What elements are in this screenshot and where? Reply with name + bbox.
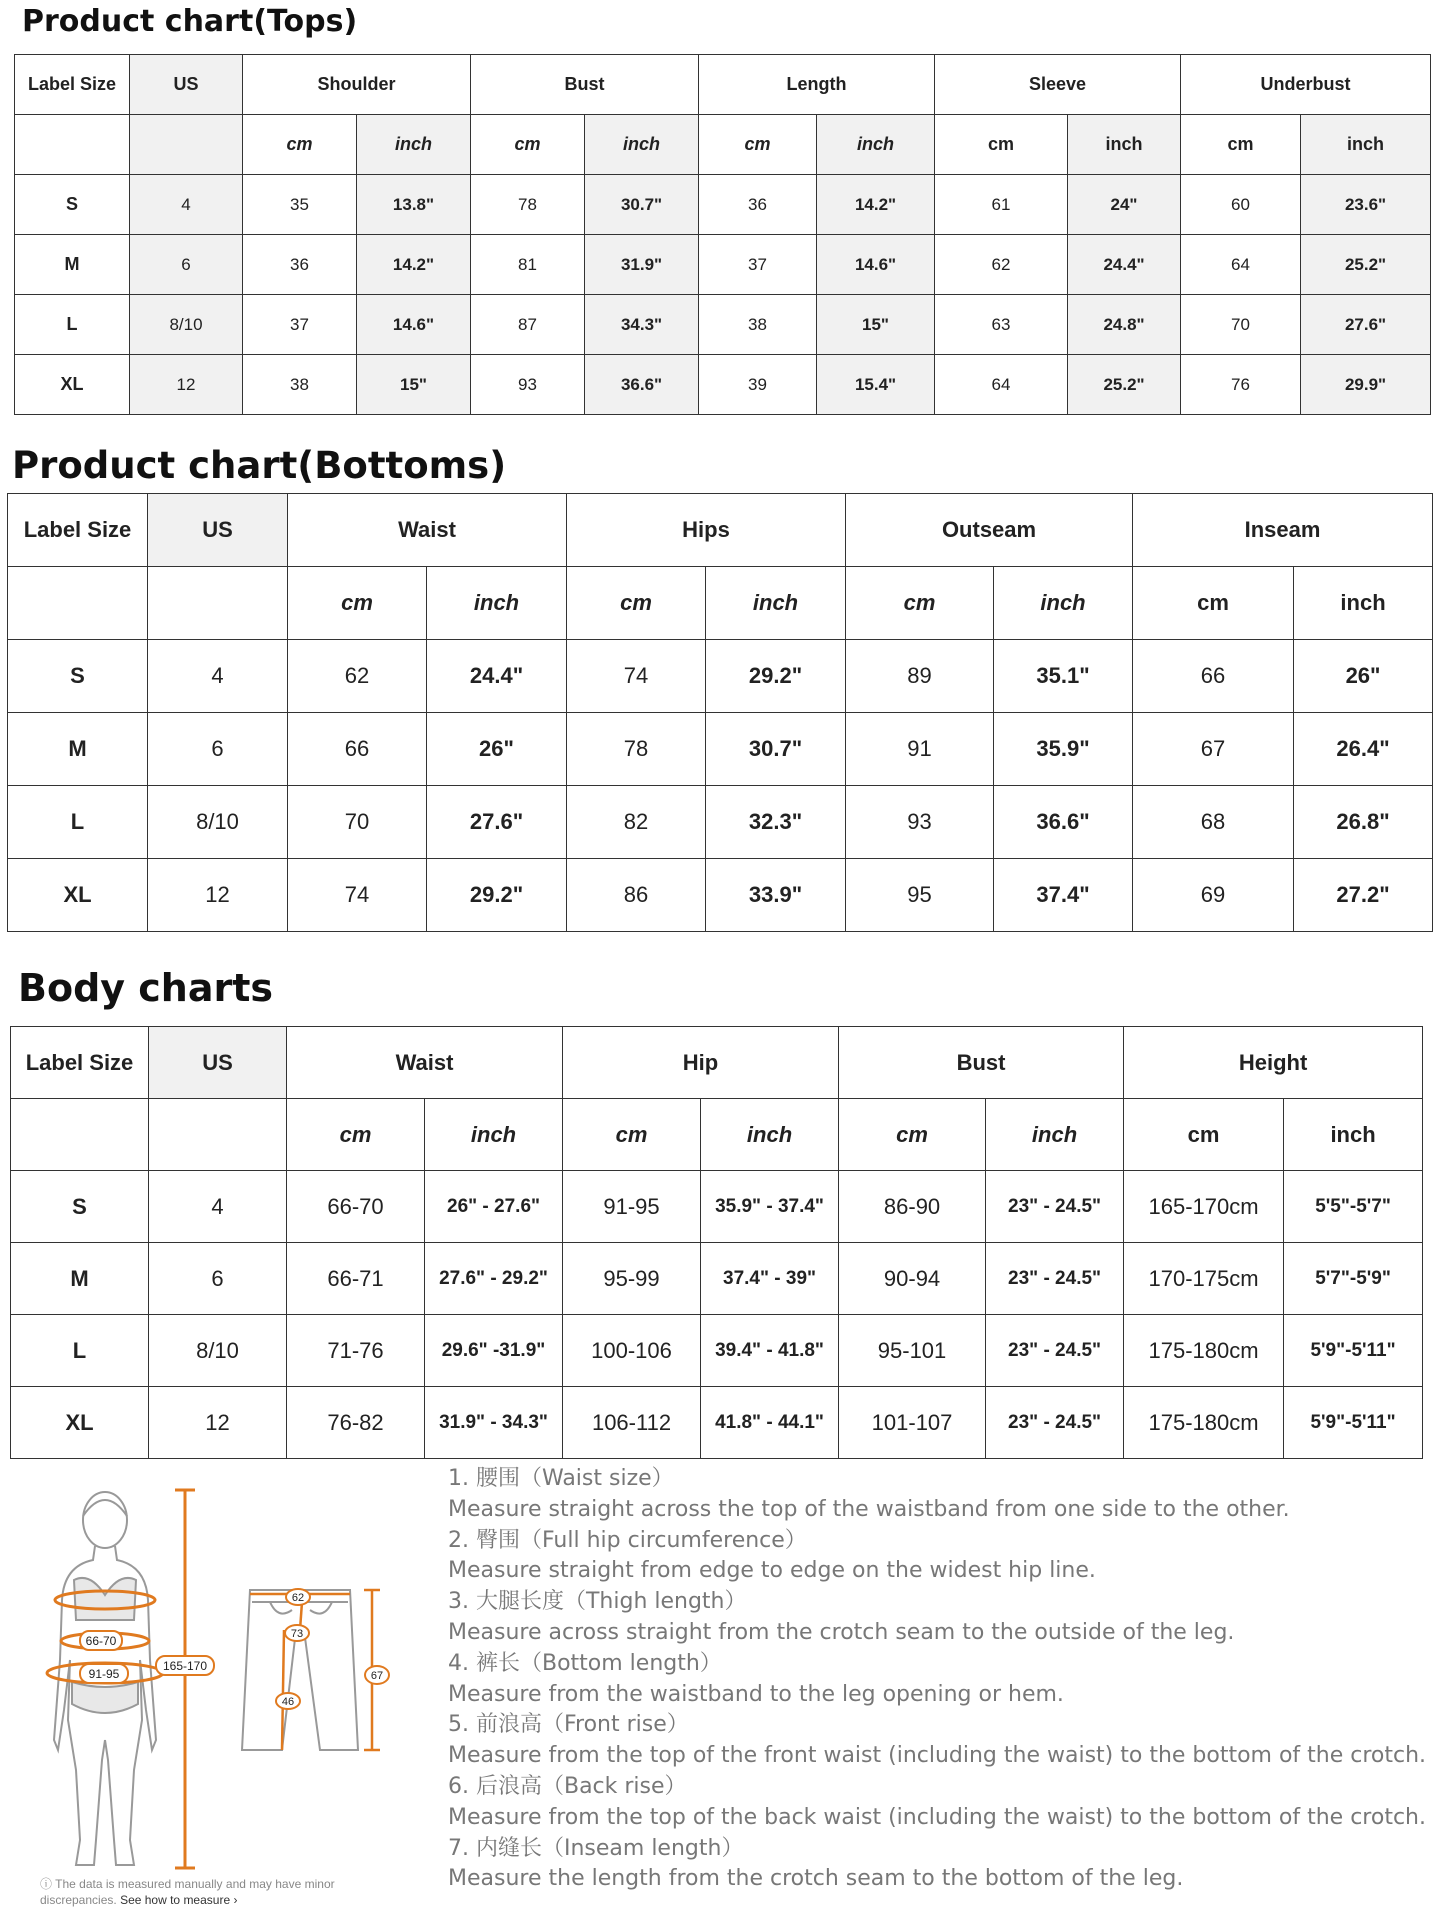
note-line: Measure from the top of the back waist (including the waist) to the bottom of the crotch. — [448, 1804, 1426, 1830]
cm-value-cell: 90-94 — [839, 1243, 986, 1315]
header-waist: Waist — [288, 494, 567, 567]
size-label-cell: L — [11, 1315, 149, 1387]
cm-value-cell: 95-99 — [563, 1243, 701, 1315]
note-line: 5. 前浪高（Front rise） — [448, 1712, 689, 1738]
size-label-cell: S — [15, 175, 130, 235]
pants-waist-label: 62 — [291, 1592, 305, 1604]
us-size-cell: 6 — [148, 713, 288, 786]
note-line: Measure from the waistband to the leg opening or hem. — [448, 1681, 1064, 1707]
inch-value-cell: 37.4" — [994, 859, 1133, 932]
note-line: 6. 后浪高（Back rise） — [448, 1773, 687, 1799]
inch-value-cell: 27.6" - 29.2" — [425, 1243, 563, 1315]
size-label-cell: L — [8, 786, 148, 859]
cm-value-cell: 66-71 — [287, 1243, 425, 1315]
note-line: Measure the length from the crotch seam to the bottom of the leg. — [448, 1866, 1184, 1892]
cm-value-cell: 67 — [1133, 713, 1294, 786]
cm-value-cell: 38 — [699, 295, 817, 355]
inch-value-cell: 32.3" — [706, 786, 846, 859]
inch-value-cell: 5'9"-5'11" — [1284, 1387, 1423, 1459]
inch-value-cell: 14.2" — [817, 175, 935, 235]
table-row — [11, 1387, 1423, 1459]
note-line: Measure straight from edge to edge on the widest hip line. — [448, 1558, 1096, 1584]
inch-value-cell: 15.4" — [817, 355, 935, 415]
unit-inch: inch — [425, 1099, 563, 1171]
body-waist-label: 66-70 — [85, 1634, 117, 1648]
size-label-cell: S — [11, 1171, 149, 1243]
inch-value-cell: 39.4" - 41.8" — [701, 1315, 839, 1387]
cm-value-cell: 100-106 — [563, 1315, 701, 1387]
cm-value-cell: 93 — [471, 355, 585, 415]
unit-cm: cm — [1124, 1099, 1284, 1171]
tops-title: Product chart(Tops) — [22, 4, 358, 39]
cm-value-cell: 78 — [567, 713, 706, 786]
cm-value-cell: 78 — [471, 175, 585, 235]
note-line: 4. 裤长（Bottom length） — [448, 1650, 722, 1676]
inch-value-cell: 27.6" — [1301, 295, 1431, 355]
header-shoulder: Shoulder — [243, 55, 471, 115]
size-label-cell: XL — [15, 355, 130, 415]
unit-cm: cm — [935, 115, 1068, 175]
inch-value-cell: 26" - 27.6" — [425, 1171, 563, 1243]
us-size-cell: 4 — [149, 1171, 287, 1243]
inch-value-cell: 23" - 24.5" — [986, 1243, 1124, 1315]
size-label-cell: XL — [11, 1387, 149, 1459]
body-title: Body charts — [18, 966, 274, 1010]
unit-inch: inch — [585, 115, 699, 175]
note-line: Measure across straight from the crotch seam to the outside of the leg. — [448, 1619, 1235, 1645]
header-label-size: Label Size — [15, 55, 130, 115]
us-size-cell: 6 — [149, 1243, 287, 1315]
note-line: 1. 腰围（Waist size） — [448, 1466, 674, 1491]
us-size-cell: 6 — [130, 235, 243, 295]
cm-value-cell: 35 — [243, 175, 357, 235]
blank-cell — [130, 115, 243, 175]
unit-cm: cm — [563, 1099, 701, 1171]
note-line: 2. 臀围（Full hip circumference） — [448, 1527, 807, 1553]
cm-value-cell: 69 — [1133, 859, 1294, 932]
inch-value-cell: 33.9" — [706, 859, 846, 932]
cm-value-cell: 93 — [846, 786, 994, 859]
cm-value-cell: 63 — [935, 295, 1068, 355]
cm-value-cell: 66 — [288, 713, 427, 786]
cm-value-cell: 39 — [699, 355, 817, 415]
unit-cm: cm — [846, 567, 994, 640]
pants-thigh-label: 46 — [281, 1696, 295, 1708]
cm-value-cell: 175-180cm — [1124, 1315, 1284, 1387]
unit-cm: cm — [1181, 115, 1301, 175]
table-row — [15, 355, 1431, 415]
unit-inch: inch — [1284, 1099, 1423, 1171]
unit-inch: inch — [427, 567, 567, 640]
size-label-cell: M — [15, 235, 130, 295]
note-line: Measure from the top of the front waist (including the waist) to the bottom of the crotch. — [448, 1743, 1427, 1769]
inch-value-cell: 34.3" — [585, 295, 699, 355]
disclaimer-text: The data is measured manually and may have minor discrepancies. — [40, 1877, 335, 1907]
pants-length-label: 67 — [370, 1670, 384, 1682]
header-hips: Hips — [567, 494, 846, 567]
inch-value-cell: 23" - 24.5" — [986, 1315, 1124, 1387]
blank-cell — [8, 567, 148, 640]
inch-value-cell: 5'5"-5'7" — [1284, 1171, 1423, 1243]
inch-value-cell: 30.7" — [706, 713, 846, 786]
cm-value-cell: 95-101 — [839, 1315, 986, 1387]
cm-value-cell: 66-70 — [287, 1171, 425, 1243]
unit-cm: cm — [287, 1099, 425, 1171]
us-size-cell: 12 — [149, 1387, 287, 1459]
cm-value-cell: 106-112 — [563, 1387, 701, 1459]
size-label-cell: L — [15, 295, 130, 355]
cm-value-cell: 38 — [243, 355, 357, 415]
inch-value-cell: 26.4" — [1294, 713, 1433, 786]
cm-value-cell: 37 — [699, 235, 817, 295]
inch-value-cell: 41.8" - 44.1" — [701, 1387, 839, 1459]
inch-value-cell: 13.8" — [357, 175, 471, 235]
inch-value-cell: 35.9" - 37.4" — [701, 1171, 839, 1243]
unit-cm: cm — [699, 115, 817, 175]
cm-value-cell: 86-90 — [839, 1171, 986, 1243]
inch-value-cell: 24.4" — [427, 640, 567, 713]
header-hip: Hip — [563, 1027, 839, 1099]
note-line: Measure straight across the top of the waistband from one side to the other. — [448, 1496, 1290, 1522]
cm-value-cell: 74 — [567, 640, 706, 713]
table-row — [11, 1315, 1423, 1387]
cm-value-cell: 82 — [567, 786, 706, 859]
inch-value-cell: 24" — [1068, 175, 1181, 235]
table-row — [11, 1243, 1423, 1315]
cm-value-cell: 91 — [846, 713, 994, 786]
inch-value-cell: 26" — [1294, 640, 1433, 713]
cm-value-cell: 89 — [846, 640, 994, 713]
header-underbust: Underbust — [1181, 55, 1431, 115]
body-rows — [11, 1171, 1423, 1459]
header-us: US — [148, 494, 288, 567]
inch-value-cell: 29.2" — [706, 640, 846, 713]
tops-size-table — [14, 54, 1431, 415]
unit-inch: inch — [986, 1099, 1124, 1171]
inch-value-cell: 36.6" — [994, 786, 1133, 859]
us-size-cell: 8/10 — [130, 295, 243, 355]
unit-cm: cm — [243, 115, 357, 175]
table-row — [15, 295, 1431, 355]
body-measurement-figure — [20, 1460, 440, 1880]
header-bust: Bust — [839, 1027, 1124, 1099]
inch-value-cell: 14.6" — [817, 235, 935, 295]
cm-value-cell: 95 — [846, 859, 994, 932]
inch-value-cell: 31.9" - 34.3" — [425, 1387, 563, 1459]
chevron-right-icon: › — [230, 1893, 238, 1907]
unit-inch: inch — [706, 567, 846, 640]
cm-value-cell: 60 — [1181, 175, 1301, 235]
unit-inch: inch — [1301, 115, 1431, 175]
us-size-cell: 4 — [130, 175, 243, 235]
cm-value-cell: 36 — [699, 175, 817, 235]
cm-value-cell: 165-170cm — [1124, 1171, 1284, 1243]
inch-value-cell: 27.2" — [1294, 859, 1433, 932]
inch-value-cell: 37.4" - 39" — [701, 1243, 839, 1315]
inch-value-cell: 29.9" — [1301, 355, 1431, 415]
inch-value-cell: 23.6" — [1301, 175, 1431, 235]
measurement-notes — [448, 1464, 1427, 1895]
cm-value-cell: 86 — [567, 859, 706, 932]
inch-value-cell: 26" — [427, 713, 567, 786]
cm-value-cell: 68 — [1133, 786, 1294, 859]
cm-value-cell: 64 — [935, 355, 1068, 415]
table-row — [8, 859, 1433, 932]
cm-value-cell: 76-82 — [287, 1387, 425, 1459]
size-label-cell: M — [8, 713, 148, 786]
us-size-cell: 12 — [148, 859, 288, 932]
table-row — [15, 175, 1431, 235]
cm-value-cell: 61 — [935, 175, 1068, 235]
inch-value-cell: 30.7" — [585, 175, 699, 235]
unit-cm: cm — [839, 1099, 986, 1171]
body-size-table — [10, 1026, 1423, 1459]
cm-value-cell: 70 — [288, 786, 427, 859]
us-size-cell: 12 — [130, 355, 243, 415]
header-height: Height — [1124, 1027, 1423, 1099]
unit-inch: inch — [701, 1099, 839, 1171]
size-label-cell: S — [8, 640, 148, 713]
table-row — [8, 713, 1433, 786]
header-label-size: Label Size — [11, 1027, 149, 1099]
header-label-size: Label Size — [8, 494, 148, 567]
unit-inch: inch — [817, 115, 935, 175]
table-row — [15, 235, 1431, 295]
cm-value-cell: 175-180cm — [1124, 1387, 1284, 1459]
cm-value-cell: 37 — [243, 295, 357, 355]
tops-rows — [15, 175, 1431, 415]
us-size-cell: 8/10 — [149, 1315, 287, 1387]
cm-value-cell: 170-175cm — [1124, 1243, 1284, 1315]
header-sleeve: Sleeve — [935, 55, 1181, 115]
note-line: 7. 内缝长（Inseam length） — [448, 1835, 744, 1861]
how-to-measure-link[interactable]: See how to measure — [120, 1893, 231, 1907]
inch-value-cell: 15" — [817, 295, 935, 355]
bottoms-title: Product chart(Bottoms) — [12, 444, 507, 487]
inch-value-cell: 27.6" — [427, 786, 567, 859]
header-length: Length — [699, 55, 935, 115]
cm-value-cell: 64 — [1181, 235, 1301, 295]
note-line: 3. 大腿长度（Thigh length） — [448, 1589, 747, 1615]
inch-value-cell: 24.8" — [1068, 295, 1181, 355]
header-inseam: Inseam — [1133, 494, 1433, 567]
blank-cell — [149, 1099, 287, 1171]
inch-value-cell: 35.9" — [994, 713, 1133, 786]
inch-value-cell: 31.9" — [585, 235, 699, 295]
inch-value-cell: 25.2" — [1068, 355, 1181, 415]
header-us: US — [130, 55, 243, 115]
unit-cm: cm — [567, 567, 706, 640]
unit-inch: inch — [994, 567, 1133, 640]
inch-value-cell: 36.6" — [585, 355, 699, 415]
cm-value-cell: 81 — [471, 235, 585, 295]
inch-value-cell: 14.2" — [357, 235, 471, 295]
cm-value-cell: 76 — [1181, 355, 1301, 415]
cm-value-cell: 87 — [471, 295, 585, 355]
blank-cell — [148, 567, 288, 640]
info-icon: ⓘ — [40, 1877, 53, 1891]
inch-value-cell: 5'7"-5'9" — [1284, 1243, 1423, 1315]
cm-value-cell: 66 — [1133, 640, 1294, 713]
cm-value-cell: 62 — [935, 235, 1068, 295]
header-us: US — [149, 1027, 287, 1099]
inch-value-cell: 29.6" -31.9" — [425, 1315, 563, 1387]
header-outseam: Outseam — [846, 494, 1133, 567]
unit-cm: cm — [471, 115, 585, 175]
us-size-cell: 4 — [148, 640, 288, 713]
unit-inch: inch — [357, 115, 471, 175]
inch-value-cell: 26.8" — [1294, 786, 1433, 859]
unit-cm: cm — [288, 567, 427, 640]
size-label-cell: XL — [8, 859, 148, 932]
cm-value-cell: 74 — [288, 859, 427, 932]
inch-value-cell: 29.2" — [427, 859, 567, 932]
unit-inch: inch — [1294, 567, 1433, 640]
pants-hip-label: 73 — [290, 1628, 304, 1640]
cm-value-cell: 36 — [243, 235, 357, 295]
table-row — [8, 786, 1433, 859]
cm-value-cell: 70 — [1181, 295, 1301, 355]
disclaimer — [40, 1876, 370, 1908]
cm-value-cell: 62 — [288, 640, 427, 713]
size-label-cell: M — [11, 1243, 149, 1315]
unit-cm: cm — [1133, 567, 1294, 640]
header-waist: Waist — [287, 1027, 563, 1099]
header-bust: Bust — [471, 55, 699, 115]
us-size-cell: 8/10 — [148, 786, 288, 859]
body-height-label: 165-170 — [162, 1659, 208, 1673]
inch-value-cell: 35.1" — [994, 640, 1133, 713]
body-hip-label: 91-95 — [88, 1667, 120, 1681]
inch-value-cell: 5'9"-5'11" — [1284, 1315, 1423, 1387]
blank-cell — [15, 115, 130, 175]
cm-value-cell: 101-107 — [839, 1387, 986, 1459]
bottoms-rows — [8, 640, 1433, 932]
blank-cell — [11, 1099, 149, 1171]
inch-value-cell: 24.4" — [1068, 235, 1181, 295]
table-row — [8, 640, 1433, 713]
inch-value-cell: 14.6" — [357, 295, 471, 355]
inch-value-cell: 23" - 24.5" — [986, 1387, 1124, 1459]
cm-value-cell: 71-76 — [287, 1315, 425, 1387]
inch-value-cell: 25.2" — [1301, 235, 1431, 295]
cm-value-cell: 91-95 — [563, 1171, 701, 1243]
inch-value-cell: 15" — [357, 355, 471, 415]
bottoms-size-table — [7, 493, 1433, 932]
unit-inch: inch — [1068, 115, 1181, 175]
table-row — [11, 1171, 1423, 1243]
inch-value-cell: 23" - 24.5" — [986, 1171, 1124, 1243]
